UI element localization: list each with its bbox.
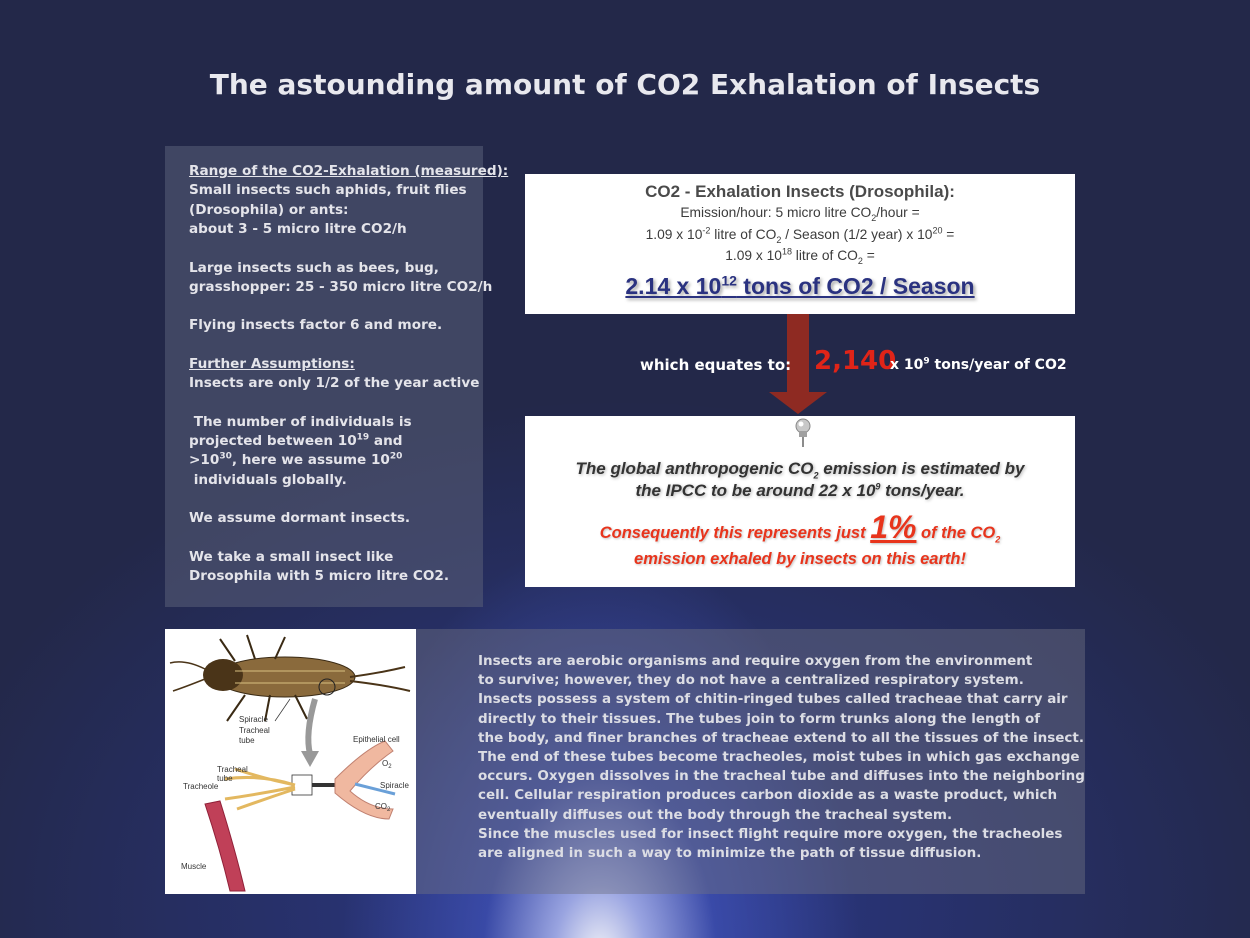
respiration-description [478,652,1085,863]
description-line: to survive; however, they do not have a centralized respiratory system. [478,672,1024,689]
large-insects-line: grasshopper: 25 - 350 micro litre CO2/h [189,279,493,296]
svg-text:O2: $O_2$ [382,759,392,770]
tracheal-system-diagram [165,629,416,894]
equates-label: which equates to: [640,356,792,374]
description-line: eventually diffuses out the body through the tracheal system. [478,806,953,823]
description-line: cell. Cellular respiration produces carbon dioxide as a waste product, which [478,787,1058,804]
assumptions-heading: Further Assumptions: [189,355,355,372]
ipcc-box [525,416,1075,587]
dormant-line: We assume dormant insects. [189,510,411,527]
small-insects-line: about 3 - 5 micro litre CO2/h [189,221,407,238]
consequence-statement: Consequently this represents just 1% of the $CO_2$ emission exhaled by insects on this earth! [599,509,1001,568]
pushpin-icon [793,418,813,448]
small-insects-line: (Drosophila) or ants: [189,201,349,218]
svg-text:tube: tube [217,774,233,783]
individuals-block: The number of individuals is projected between $10^{19}$ and $>10^{30}$, here we assume $10^{20}$ individuals globally. [189,413,412,488]
down-arrow-icon [769,392,827,414]
litre-total-line: 1.09 x $10^{18}$ litre of $CO_2$ = [725,246,875,266]
label-epithelial-cell: Epithelial cell [353,735,400,744]
label-muscle: Muscle [181,862,207,871]
svg-text:CO2: $CO_2$ [375,802,391,813]
description-line: Since the muscles used for insect flight require more oxygen, the tracheoles [478,825,1063,842]
label-tracheole: Tracheole [183,782,219,791]
label-spiracle: Spiracle [239,715,268,724]
emission-hour-line: Emission/hour: 5 micro litre $CO_2$/hour = [680,205,920,223]
equates-value: 2,140 [814,346,897,376]
label-spiracle-detail: Spiracle [380,781,409,790]
svg-text:Tracheal: Tracheal [217,765,248,774]
flying-insects-line: Flying insects factor 6 and more. [189,317,443,334]
down-arrow-shaft [787,314,809,394]
season-line: 1.09 x $10^{-2}$ litre of $CO_2$ / Season (1/2 year) x $10^{20}$ = [645,224,955,245]
description-line: Insects are aerobic organisms and require oxygen from the environment [478,653,1033,669]
season-result: 2.14 x $10^{12}$ tons of CO2 / Season [625,271,975,299]
description-line: are aligned in such a way to minimize the path of tissue diffusion. [478,845,982,862]
co2-calculation-box [525,174,1075,314]
equates-unit: x $10^9$ tons/year of CO2 [890,356,1067,373]
page-title: The astounding amount of CO2 Exhalation of Insects [209,68,1041,101]
range-heading: Range of the CO2-Exhalation (measured): [189,163,509,179]
description-line: directly to their tissues. The tubes join to form trunks along the length of [478,710,1041,727]
description-line: Insects possess a system of chitin-ringed tubes called tracheae that carry air [478,691,1068,708]
insect-anatomy-illustration [165,629,416,894]
ipcc-statement: The global anthropogenic $CO_2$ emission is estimated by the IPCC to be around 22 x $10^9$ tons/year. [575,459,1025,500]
co2-heading: CO2 - Exhalation Insects (Drosophila): [645,182,955,201]
drosophila-line: Drosophila with 5 micro litre CO2. [189,568,449,585]
assumptions-panel [165,146,509,607]
drosophila-line: We take a small insect like [189,548,394,565]
percent-value: 1% [870,509,917,545]
small-insects-line: Small insects such aphids, fruit flies [189,182,467,199]
large-insects-line: Large insects such as bees, bug, [189,259,439,276]
description-line: The end of these tubes become tracheoles, moist tubes in which gas exchange [478,749,1080,766]
svg-text:Tracheal: Tracheal [239,726,270,735]
svg-text:tube: tube [239,736,255,745]
description-line: occurs. Oxygen dissolves in the tracheal tube and diffuses into the neighboring [478,768,1085,785]
half-year-line: Insects are only 1/2 of the year active [189,375,480,392]
description-line: the body, and finer branches of tracheae extend to all the tissues of the insect. [478,729,1084,746]
